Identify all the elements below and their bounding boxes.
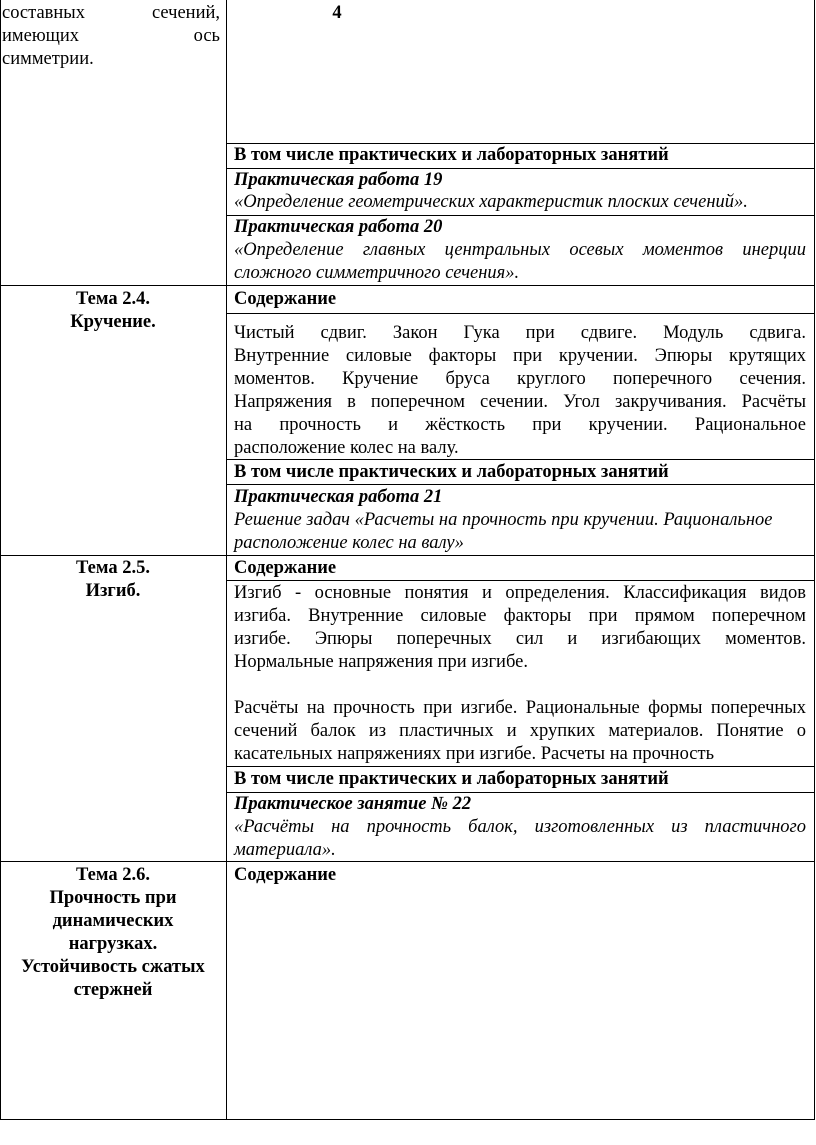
content-header: Содержание (234, 558, 337, 578)
topic-name: Кручение. (70, 312, 156, 332)
work-title: Практическая работа 20 (234, 217, 443, 237)
row-line (226, 484, 815, 485)
work-description: расположение колес на валу» (234, 533, 464, 553)
topic-name: Изгиб. (85, 581, 141, 601)
row-line (226, 766, 815, 767)
content-header: Содержание (234, 289, 337, 309)
practice-title: В том числе практических и лабораторных занятий (234, 145, 669, 165)
content-line: Нормальные напряжения при изгибе. (234, 652, 528, 672)
practice-title: В том числе практических и лабораторных занятий (234, 769, 669, 789)
topic-name-line: нагрузках. (68, 934, 158, 954)
content-line: расположение колес на валу. (234, 438, 459, 458)
content-line: Изгиб - основные понятия и определения. Классификация видов (234, 583, 806, 603)
intro-line: имеющих ось (2, 26, 220, 46)
content-line: Внутренние силовые факторы при кручении. Эпюры крутящих (234, 346, 806, 366)
work-description: «Определение геометрических характеристик плоских сечений». (234, 192, 748, 212)
work-title: Практическая работа 21 (234, 487, 443, 507)
topic-label: Тема 2.4. (76, 289, 150, 309)
content-line: Расчёты на прочность при изгибе. Рациональные формы поперечных (234, 698, 806, 718)
content-header: Содержание (234, 865, 337, 885)
section-separator (0, 861, 815, 862)
content-line: изгибе. Эпюры поперечных сил и изгибающих моментов. (234, 629, 806, 649)
row-line (226, 313, 815, 314)
topic-label: Тема 2.5. (76, 558, 150, 578)
hours-value: 4 (332, 3, 342, 23)
work-description: «Расчёты на прочность балок, изготовленных из пластичного (234, 817, 806, 837)
topic-label: Тема 2.6. (76, 865, 150, 885)
content-line: изгиба. Внутренние силовые факторы при прямом поперечном (234, 606, 806, 626)
content-line: на прочность и жёсткость при кручении. Рациональное (234, 415, 806, 435)
work-description: сложного симметричного сечения». (234, 263, 520, 283)
practice-title: В том числе практических и лабораторных занятий (234, 462, 669, 482)
row-line (226, 580, 815, 581)
work-description: «Определение главных центральных осевых моментов инерции (234, 240, 806, 260)
section-separator (0, 285, 815, 286)
content-line: Напряжения в поперечном сечении. Угол закручивания. Расчёты (234, 392, 806, 412)
content-line: Чистый сдвиг. Закон Гука при сдвиге. Модуль сдвига. (234, 323, 806, 343)
work-title: Практическая работа 19 (234, 170, 443, 190)
topic-name-line: Прочность при (49, 888, 177, 908)
topic-name-line: Устойчивость сжатых (21, 957, 205, 977)
table-border-bottom (0, 1119, 815, 1120)
content-line: касательных напряжениях при изгибе. Расчеты на прочность (234, 744, 715, 764)
section-separator (0, 555, 815, 556)
work-title: Практическое занятие № 22 (234, 794, 472, 814)
topic-name-line: динамических (52, 911, 174, 931)
work-description: Решение задач «Расчеты на прочность при кручении. Рациональное (234, 510, 773, 530)
intro-line: составных сечений, (2, 3, 220, 23)
intro-line: симметрии. (2, 49, 94, 69)
topic-name-line: стержней (73, 980, 153, 1000)
content-line: сечений балок из пластичных и хрупких материалов. Понятие о (234, 721, 806, 741)
content-line: моментов. Кручение бруса круглого поперечного сечения. (234, 369, 806, 389)
work-description: материала». (234, 840, 336, 860)
